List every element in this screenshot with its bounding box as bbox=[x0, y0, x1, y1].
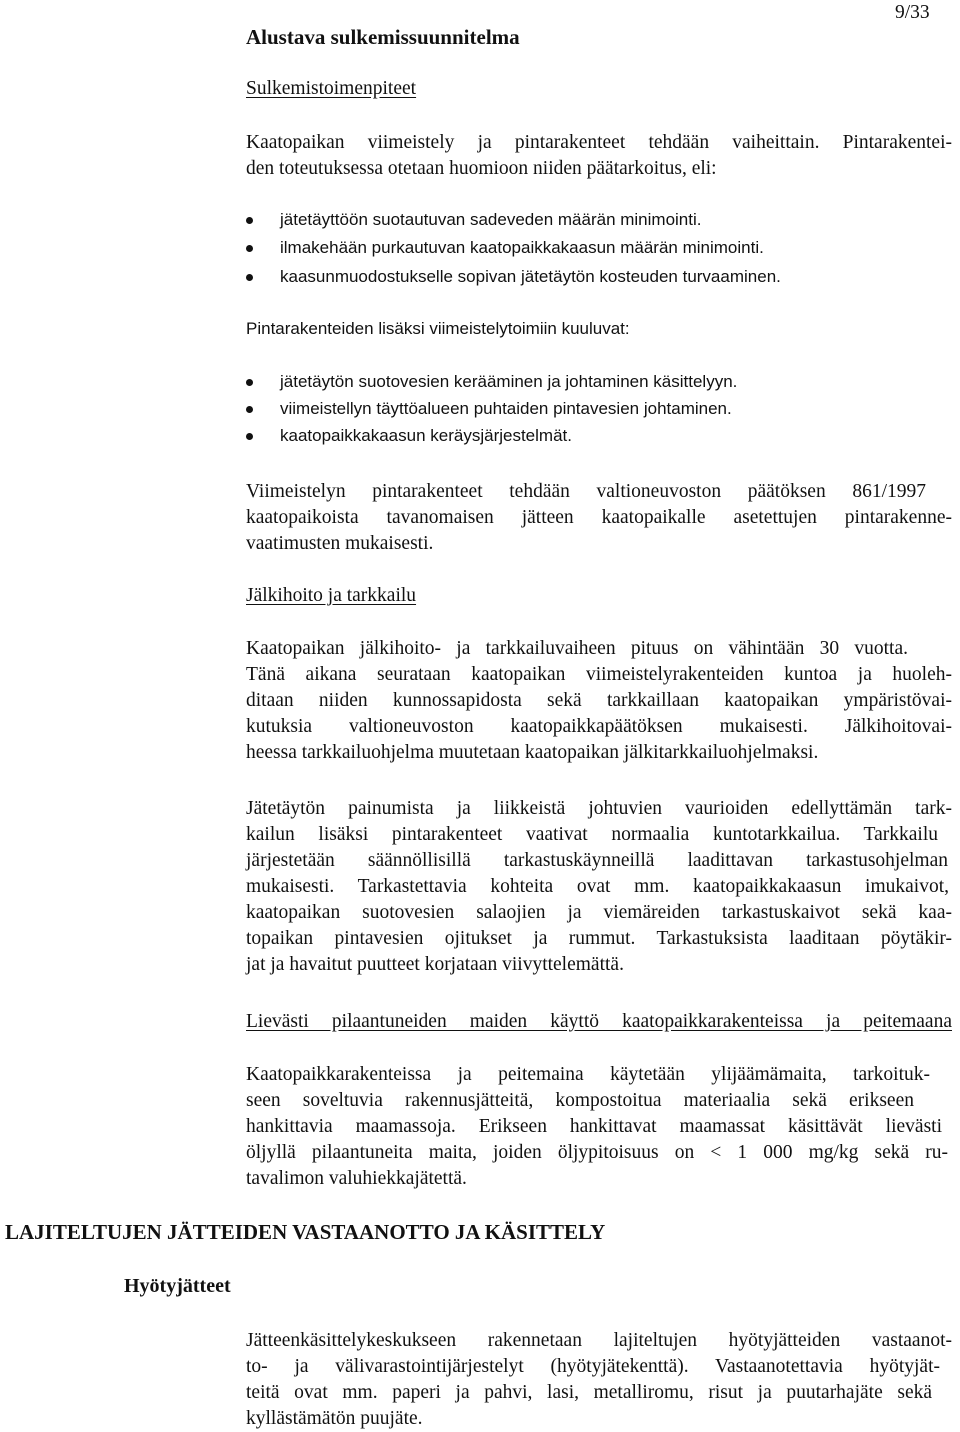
chapter-heading: LAJITELTUJEN JÄTTEIDEN VASTAANOTTO JA KÄSITTELY bbox=[5, 1220, 606, 1244]
paragraph-line: Viimeistelyn pintarakenteet tehdään valtioneuvoston päätöksen 861/1997 bbox=[246, 481, 926, 502]
page-number: 9/33 bbox=[895, 2, 930, 23]
document-title: Alustava sulkemissuunnitelma bbox=[246, 25, 520, 49]
bullet-icon bbox=[246, 379, 253, 386]
paragraph-line: to- ja välivarastointijärjestelyt (hyötyjätekenttä). Vastaanotettavia hyötyjät- bbox=[246, 1356, 940, 1377]
paragraph-line: teitä ovat mm. paperi ja pahvi, lasi, metalliromu, risut ja puutarhajäte sekä bbox=[246, 1382, 932, 1403]
paragraph-line: öljyllä pilaantuneita maita, joiden öljypitoisuus on < 1 000 mg/kg sekä ru- bbox=[246, 1142, 948, 1163]
paragraph-line: Jätetäytön painumista ja liikkeistä johtuvien vaurioiden edellyttämän tark- bbox=[246, 798, 952, 819]
bullet-icon bbox=[246, 433, 253, 440]
bullet-icon bbox=[246, 245, 253, 252]
paragraph-line: tavalimon valuhiekkajätettä. bbox=[246, 1168, 467, 1189]
paragraph-line: kaatopaikan suotovesien salaojien ja viemäreiden tarkastuskaivot sekä kaa- bbox=[246, 902, 952, 923]
bullet-icon bbox=[246, 406, 253, 413]
paragraph-line: seen soveltuvia rakennusjätteitä, kompostoitua materiaalia sekä erikseen bbox=[246, 1090, 914, 1111]
paragraph-line: den toteutuksessa otetaan huomioon niiden päätarkoitus, eli: bbox=[246, 158, 717, 179]
bullet-icon bbox=[246, 274, 253, 281]
paragraph-line: Kaatopaikan viimeistely ja pintarakenteet tehdään vaiheittain. Pintarakentei- bbox=[246, 132, 952, 153]
section-heading-aftercare: Jälkihoito ja tarkkailu bbox=[246, 585, 417, 606]
paragraph-line: kaatopaikoista tavanomaisen jätteen kaatopaikalle asetettujen pintarakenne- bbox=[246, 507, 952, 528]
paragraph-line: mukaisesti. Tarkastettavia kohteita ovat mm. kaatopaikkakaasun imukaivot, bbox=[246, 876, 949, 897]
paragraph-line: Kaatopaikan jälkihoito- ja tarkkailuvaiheen pituus on vähintään 30 vuotta. bbox=[246, 638, 908, 659]
bullet-icon bbox=[246, 217, 253, 224]
paragraph-line: kailun lisäksi pintarakenteet vaativat normaalia kuntotarkkailua. Tarkkailu bbox=[246, 824, 938, 845]
paragraph-line: Kaatopaikkarakenteissa ja peitemaina käytetään ylijäämämaita, tarkoituk- bbox=[246, 1064, 930, 1085]
paragraph-line: topaikan pintavesien ojitukset ja rummut. Tarkastuksista laaditaan pöytäkir- bbox=[246, 928, 952, 949]
subheading-recyclables: Hyötyjätteet bbox=[124, 1275, 231, 1297]
paragraph-line: kyllästämätön puujäte. bbox=[246, 1408, 423, 1429]
paragraph-line: Tänä aikana seurataan kaatopaikan viimeistelyrakenteiden kuntoa ja huoleh- bbox=[246, 664, 952, 685]
section-heading-contaminated-soils: Lievästi pilaantuneiden maiden käyttö kaatopaikkarakenteissa ja peitemaana bbox=[246, 1011, 952, 1032]
paragraph-line: ditaan niiden kunnossapidosta sekä tarkkaillaan kaatopaikan ympäristövai- bbox=[246, 690, 952, 711]
paragraph-line: heessa tarkkailuohjelma muutetaan kaatopaikan jälkitarkkailuohjelmaksi. bbox=[246, 742, 819, 763]
paragraph-line: vaatimusten mukaisesti. bbox=[246, 533, 434, 554]
paragraph-line: hankittavia maamassoja. Erikseen hankittavat maamassat käsittävät lievästi bbox=[246, 1116, 942, 1137]
paragraph-line: jat ja havaitut puutteet korjataan viivyttelemättä. bbox=[246, 954, 624, 975]
section-heading-closure-measures: Sulkemistoimenpiteet bbox=[246, 78, 417, 99]
paragraph-line: järjestetään säännöllisillä tarkastuskäynneillä laadittavan tarkastusohjelman bbox=[246, 850, 948, 871]
paragraph-line: kutuksia valtioneuvoston kaatopaikkapäätöksen mukaisesti. Jälkihoitovai- bbox=[246, 716, 952, 737]
paragraph-line: Jätteenkäsittelykeskukseen rakennetaan lajiteltujen hyötyjätteiden vastaanot- bbox=[246, 1330, 952, 1351]
paragraph-finishing-intro: Pintarakenteiden lisäksi viimeistelytoimiin kuuluvat: bbox=[246, 319, 630, 338]
